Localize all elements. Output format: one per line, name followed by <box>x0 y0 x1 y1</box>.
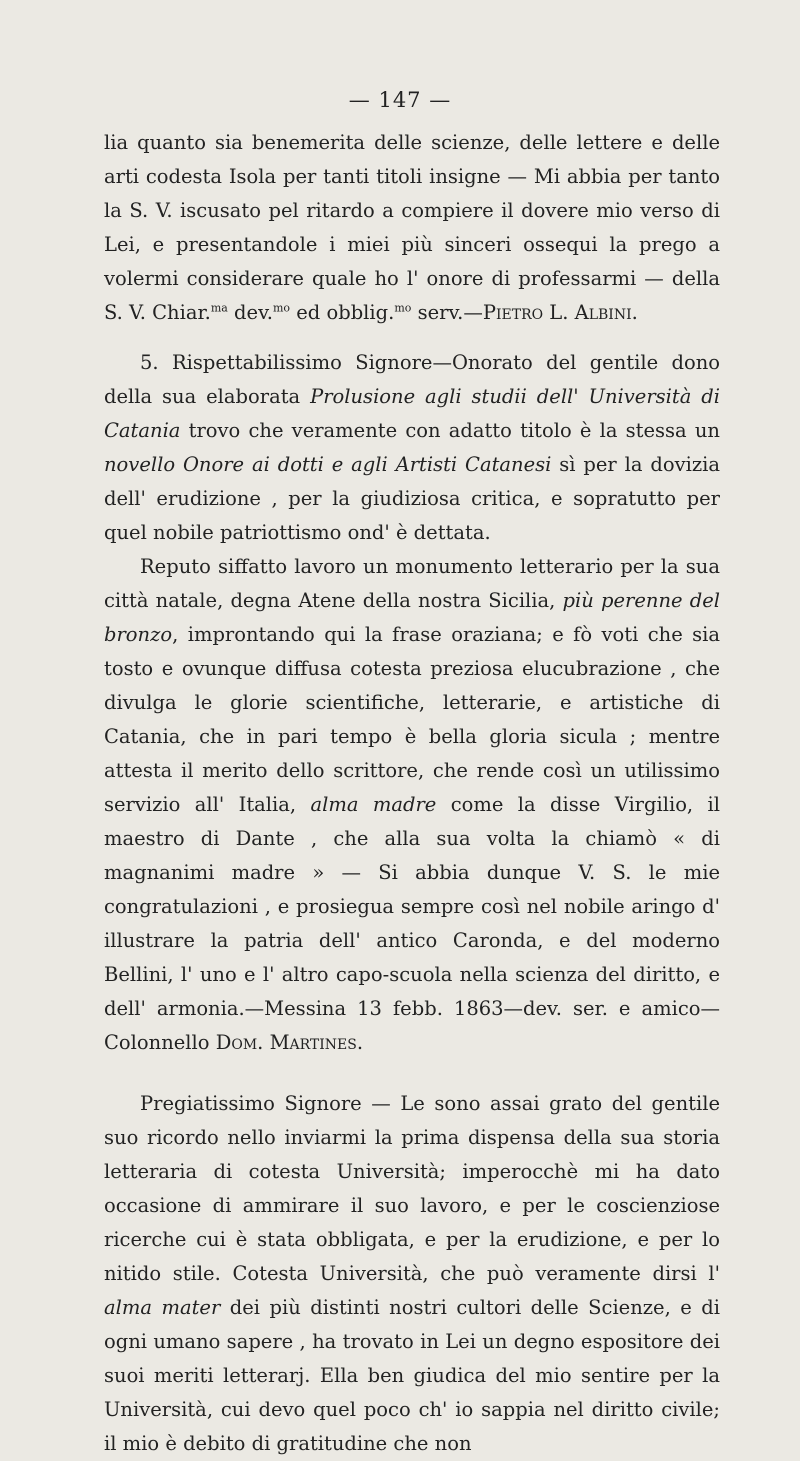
p2-italic-2: novello Onore ai dotti e agli Artisti Catanesi <box>104 453 552 476</box>
p3-italic-1: più perenne del bronzo <box>104 589 720 646</box>
p4-text-1: Pregiatissimo Signore — Le sono assai grato del gentile suo ricordo nello inviarmi la prima dispensa della sua storia letteraria di cotesta Università; imperocchè mi ha dato occasione di ammirare il suo lavoro, e per le coscienziose ricerche cui è stata obbligata, e per la erudizione, e per lo nitido stile. Cotesta Università, che può veramente dirsi l' <box>104 1092 720 1285</box>
p1-sup-2: mo <box>272 301 291 315</box>
paragraph-2 <box>104 346 720 550</box>
p1-text-4: serv.— <box>411 301 483 324</box>
p1-sup-3: mo <box>394 301 412 315</box>
paragraph-4 <box>104 1087 720 1461</box>
p4-italic-1: alma mater <box>104 1296 221 1319</box>
p1-text-3: ed obblig. <box>290 301 395 324</box>
p3-italic-2: alma madre <box>310 793 437 816</box>
p1-author: Pietro L. Albini. <box>482 301 638 324</box>
p1-text-1: lia quanto sia benemerita delle scienze, delle lettere e delle arti codesta Isola per tanti titoli insigne — Mi abbia per tanto la S. V. iscusato pel ritardo a compiere il dovere mio verso di Lei, e presentandole i miei più sinceri ossequi la prego a volermi considerare quale ho l' onore di professarmi — della S. V. Chiar. <box>104 131 720 324</box>
p3-text-1: Reputo siffatto lavoro un monumento letterario per la sua città natale, degna Atene della nostra Sicilia, <box>104 555 720 612</box>
p2-text-1: 5. Rispettabilissimo Signore—Onorato del gentile dono della sua elaborata <box>104 351 720 408</box>
paragraph-3 <box>104 550 720 1060</box>
p2-italic-1: Prolusione agli studii dell' Università di Catania <box>104 385 720 442</box>
p1-text-2: dev. <box>227 301 273 324</box>
p3-text-3: come la disse Virgilio, il maestro di Dante , che alla sua volta la chiamò « di magnanimi madre » — Si abbia dunque V. S. le mie congratulazioni , e prosiegua sempre così nel nobile aringo d' illustrare la patria dell' antico Caronda, e del moderno Bellini, l' uno e l' altro capo-scuola nella scienza del diritto, e dell' armonia.—Messina 13 febb. 1863—dev. ser. e amico—Colonnello <box>104 793 720 1054</box>
p3-author: Dom. Martines. <box>215 1031 364 1054</box>
p2-text-3: sì per la dovizia dell' erudizione , per la giudiziosa critica, e sopratutto per quel nobile patriottismo ond' è dettata. <box>104 453 720 544</box>
page-body <box>104 126 720 1461</box>
p2-text-2: trovo che veramente con adatto titolo è la stessa un <box>180 419 720 442</box>
page-number: — 147 — <box>348 88 452 112</box>
p1-sup-1: ma <box>210 301 228 315</box>
paragraph-1 <box>104 126 720 330</box>
p4-text-2: dei più distinti nostri cultori delle Scienze, e di ogni umano sapere , ha trovato in Lei un degno espositore dei suoi meriti letterarj. Ella ben giudica del mio sentire per la Università, cui devo quel poco ch' io sappia nel diritto civile; il mio è debito di gratitudine che non <box>104 1296 720 1455</box>
p3-text-2: , improntando qui la frase oraziana; e fò voti che sia tosto e ovunque diffusa cotesta preziosa elucubrazione , che divulga le glorie scientifiche, letterarie, e artistiche di Catania, che in pari tempo è bella gloria sicula ; mentre attesta il merito dello scrittore, che rende così un utilissimo servizio all' Italia, <box>104 623 720 816</box>
